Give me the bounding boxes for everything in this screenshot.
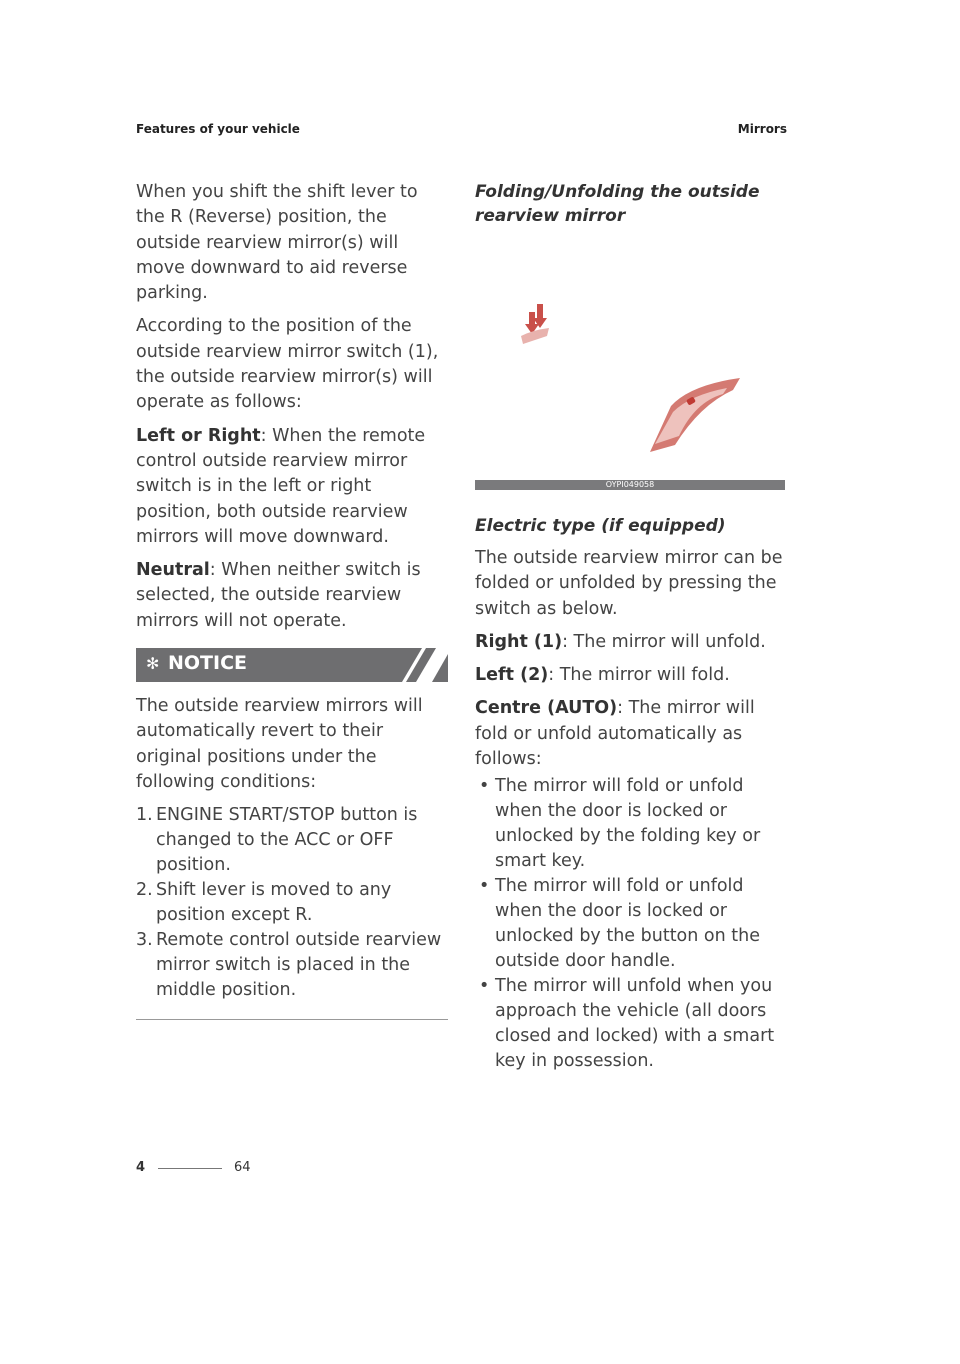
paragraph-reverse-parking: When you shift the shift lever to the R (Reverse) position, the outside rearview mirror(s) will move downward to aid reverse parking. — [136, 182, 418, 304]
figure-caption: OYPI049058 — [475, 480, 785, 490]
paragraph-neutral: Neutral: When neither switch is selected, the outside rearview mirrors will not operate. — [136, 560, 421, 631]
term-left-right: Left or Right — [136, 425, 261, 446]
asterisk-icon: ✻ — [146, 654, 160, 674]
paragraph-switch-position: According to the position of the outside rearview mirror switch (1), the outside rearview mirror(s) will operate as follows: — [136, 316, 439, 413]
list-item: 2. Shift lever is moved to any position except R. — [136, 880, 392, 926]
mirror-switch-illustration — [475, 240, 785, 490]
term-neutral: Neutral — [136, 560, 210, 581]
footer-divider — [158, 1168, 222, 1169]
running-header-topic: Mirrors — [737, 122, 787, 136]
notice-label: NOTICE — [168, 652, 248, 675]
page-number: 64 — [234, 1160, 251, 1175]
chapter-number: 4 — [136, 1160, 146, 1175]
paragraph-centre: Centre (AUTO): The mirror will fold or unfold automatically as follows: — [475, 698, 755, 770]
notice-list — [136, 803, 448, 1003]
paragraph-right: Right (1): The mirror will unfold. — [475, 631, 766, 652]
list-item: • The mirror will fold or unfold when the door is locked or unlocked by the folding key or smart key. — [479, 776, 761, 872]
term-left: Left (2) — [475, 665, 549, 686]
left-column — [136, 180, 448, 1020]
mirror-switch-panel — [650, 378, 740, 452]
notice-banner — [136, 648, 448, 682]
running-header-section: Features of your vehicle — [136, 122, 300, 136]
paragraph-left-right: Left or Right: When the remote control outside rearview mirror switch is in the left or right position, both outside rearview mirrors will move downward. — [136, 425, 426, 547]
term-centre: Centre (AUTO) — [475, 698, 618, 719]
notice-intro: The outside rearview mirrors will automatically revert to their original positions under the following conditions: — [136, 696, 423, 792]
list-item: 3. Remote control outside rearview mirror switch is placed in the middle position. — [136, 930, 442, 1001]
subsection-title: Electric type (if equipped) — [475, 516, 726, 536]
fold-switch-illustration — [475, 240, 785, 480]
auto-fold-list — [475, 774, 787, 1074]
term-right: Right (1) — [475, 631, 563, 652]
diagonal-stripes-icon — [388, 648, 448, 682]
paragraph-folding-intro: The outside rearview mirror can be folded or unfolded by pressing the switch as below. — [475, 548, 783, 619]
section-divider — [136, 1019, 448, 1020]
list-item: 1. ENGINE START/STOP button is changed to the ACC or OFF position. — [136, 805, 418, 876]
arrow-down-icon — [521, 304, 549, 344]
paragraph-left: Left (2): The mirror will fold. — [475, 665, 730, 686]
section-title: Folding/Unfolding the outside rearview mirror — [475, 182, 760, 226]
list-item: • The mirror will fold or unfold when the door is locked or unlocked by the button on the outside door handle. — [479, 876, 760, 972]
list-item: • The mirror will unfold when you approach the vehicle (all doors closed and locked) with a smart key in possession. — [479, 976, 775, 1072]
right-column — [475, 180, 787, 1074]
